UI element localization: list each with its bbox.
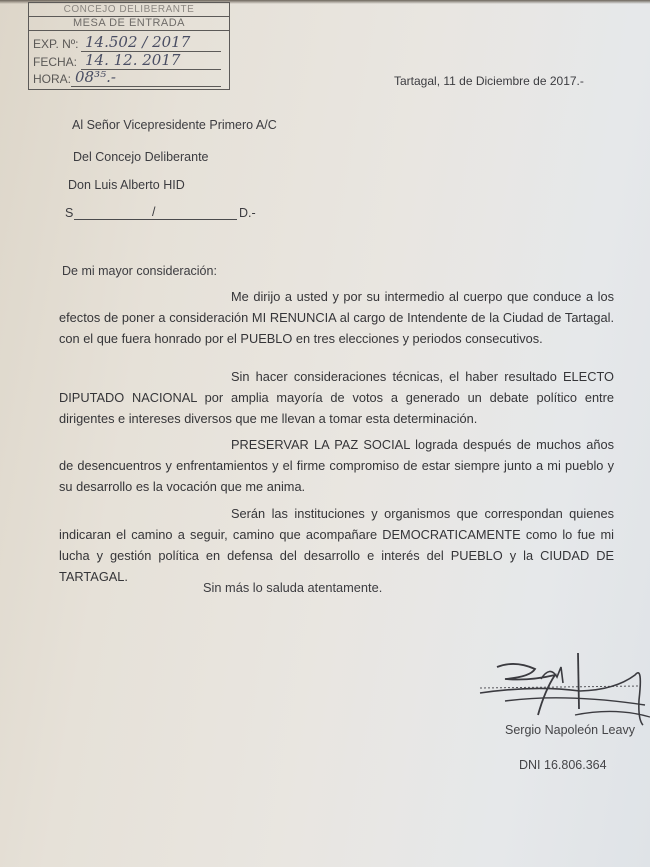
stamp-exp-field <box>33 33 191 51</box>
body-paragraph-4: Serán las instituciones y organismos que correspondan quienes indicaran el camino a seguir, camino que acompañare DEMOCRATICAMENTE como lo fue mi lucha y gestión política en defensa del desarrollo e interés del PUEBLO y la CIUDAD DE TARTAGAL. <box>59 506 614 584</box>
sd-underline <box>74 219 237 220</box>
stamp-institution: CONCEJO DELIBERANTE <box>29 3 229 17</box>
stamp-office: MESA DE ENTRADA <box>29 17 229 31</box>
stamp-hora-field <box>33 68 116 86</box>
salutation: De mi mayor consideración: <box>62 264 217 278</box>
stamp-exp-value: 14.502 / 2017 <box>85 33 191 51</box>
addressee-line-3: Don Luis Alberto HID <box>68 178 185 192</box>
date-line: Tartagal, 11 de Diciembre de 2017.- <box>394 74 584 88</box>
sd-start: S <box>65 206 74 220</box>
stamp-hora-line <box>71 86 221 87</box>
stamp-hora-value: 08³⁵.- <box>75 68 116 86</box>
stamp-fecha-value: 14. 12. 2017 <box>85 51 181 69</box>
sd-end: D.- <box>239 206 256 220</box>
signer-dni: DNI 16.806.364 <box>519 758 607 772</box>
stamp-hora-label: HORA: <box>33 72 72 86</box>
handwritten-signature-icon <box>475 645 650 735</box>
signer-name: Sergio Napoleón Leavy <box>505 723 635 737</box>
addressee-line-2: Del Concejo Deliberante <box>73 150 209 164</box>
stamp-fecha-label: FECHA: <box>33 55 78 69</box>
body-paragraph-1: Me dirijo a usted y por su intermedio al cuerpo que conduce a los efectos de poner a consideración MI RENUNCIA al cargo de Intendente de la Ciudad de Tartagal. con el que fuera honrado por el PUEBLO en tres elecciones y periodos consecutivos. <box>59 289 614 346</box>
reception-stamp <box>28 2 230 90</box>
stamp-exp-label: EXP. Nº: <box>33 37 79 51</box>
sd-slash: / <box>152 205 156 219</box>
body-paragraph-2: Sin hacer consideraciones técnicas, el haber resultado ELECTO DIPUTADO NACIONAL por amplia mayoría de votos a generado un debate político entre dirigentes e intereses diversos que me llevan a tomar esta determinación. <box>59 369 614 426</box>
closing: Sin más lo saluda atentamente. <box>203 580 383 595</box>
body-paragraph-3: PRESERVAR LA PAZ SOCIAL lograda después de muchos años de desencuentros y enfrentamientos y el firme compromiso de estar siempre junto a mi pueblo y su desarrollo es la vocación que me anima. <box>59 437 614 494</box>
addressee-line-1: Al Señor Vicepresidente Primero A/C <box>72 118 277 132</box>
stamp-fecha-field <box>33 51 181 69</box>
